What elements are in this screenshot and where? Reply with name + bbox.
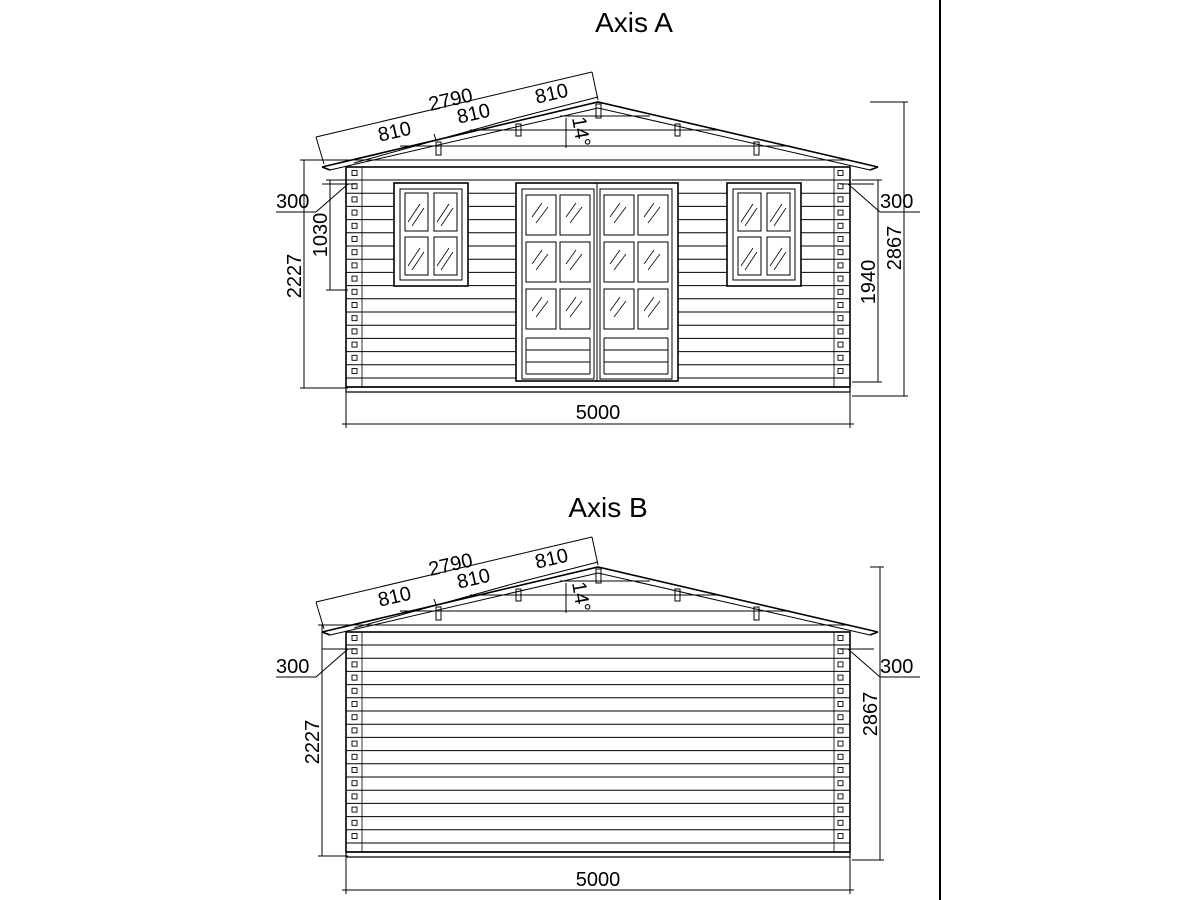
- double-door: [516, 183, 678, 381]
- log-end: [838, 820, 843, 825]
- log-end: [352, 223, 357, 228]
- log-end: [352, 369, 357, 374]
- door-glass-pane: [604, 195, 634, 235]
- log-end: [838, 329, 843, 334]
- door-glass-pane: [526, 242, 556, 282]
- log-end: [352, 250, 357, 255]
- log-end: [352, 728, 357, 733]
- window-height-label: 1030: [310, 212, 332, 258]
- overhang-right-label: 300: [880, 656, 914, 678]
- log-end: [352, 768, 357, 773]
- log-end: [352, 171, 357, 176]
- log-end: [838, 834, 843, 839]
- title-axis-a: Axis A: [595, 7, 673, 38]
- log-end: [838, 197, 843, 202]
- rafter-segment-label: 810: [532, 544, 571, 574]
- log-end: [838, 754, 843, 759]
- width-label: 5000: [575, 402, 621, 424]
- log-end: [838, 807, 843, 812]
- log-end: [838, 355, 843, 360]
- window-left: [394, 183, 468, 286]
- log-end: [352, 675, 357, 680]
- rafter-segment-label: 810: [532, 79, 571, 109]
- door-glass-pane: [526, 195, 556, 235]
- door-glass-pane: [560, 242, 590, 282]
- log-end: [352, 688, 357, 693]
- log-end: [838, 794, 843, 799]
- log-end: [838, 171, 843, 176]
- log-end: [838, 636, 843, 641]
- log-end: [838, 702, 843, 707]
- log-end: [838, 237, 843, 242]
- overhang-left-label: 300: [276, 656, 310, 678]
- door-glass-pane: [604, 242, 634, 282]
- roof-angle-label: 14°: [567, 115, 594, 149]
- log-end: [352, 355, 357, 360]
- wall-height-label: 2227: [284, 253, 306, 299]
- log-end: [352, 781, 357, 786]
- log-end: [352, 807, 357, 812]
- log-end: [838, 263, 843, 268]
- log-end: [352, 276, 357, 281]
- rafter-segment-label: 810: [375, 582, 414, 612]
- log-end: [352, 834, 357, 839]
- rafter-segment-label: 810: [454, 564, 493, 594]
- log-end: [838, 289, 843, 294]
- roof-angle-label: 14°: [567, 580, 594, 614]
- log-end: [838, 688, 843, 693]
- right-dimensions-axis-a: [840, 102, 920, 396]
- log-end: [838, 781, 843, 786]
- door-glass-pane: [638, 242, 668, 282]
- log-end: [838, 728, 843, 733]
- rafter-segment-label: 810: [375, 117, 414, 147]
- wall-height-label: 2227: [302, 719, 324, 765]
- log-end: [838, 675, 843, 680]
- log-end: [352, 754, 357, 759]
- log-end: [352, 316, 357, 321]
- log-end: [838, 303, 843, 308]
- total-height-label: 2867: [884, 225, 906, 271]
- log-end: [352, 741, 357, 746]
- door-glass-pane: [604, 289, 634, 329]
- door-glass-pane: [560, 289, 590, 329]
- log-end: [352, 342, 357, 347]
- log-end: [352, 210, 357, 215]
- window-right: [727, 183, 801, 286]
- door-glass-pane: [560, 195, 590, 235]
- log-end: [838, 741, 843, 746]
- log-end: [838, 768, 843, 773]
- log-end: [838, 210, 843, 215]
- log-end: [352, 702, 357, 707]
- log-end: [352, 197, 357, 202]
- log-end: [352, 636, 357, 641]
- rafter-segment-label: 810: [454, 99, 493, 129]
- log-end: [352, 715, 357, 720]
- log-end: [352, 662, 357, 667]
- log-end: [838, 250, 843, 255]
- overhang-left-label: 300: [276, 191, 310, 213]
- log-end: [352, 794, 357, 799]
- log-end: [838, 715, 843, 720]
- rafter-total-label: 2790: [426, 84, 475, 116]
- log-end: [352, 303, 357, 308]
- rafter-total-label: 2790: [426, 549, 475, 581]
- log-end: [838, 342, 843, 347]
- title-axis-b: Axis B: [568, 492, 648, 523]
- log-end: [838, 662, 843, 667]
- elevation-axis-b: [276, 492, 920, 894]
- log-end: [838, 369, 843, 374]
- log-end: [838, 316, 843, 321]
- door-glass-pane: [526, 289, 556, 329]
- total-height-label: 2867: [860, 691, 882, 737]
- door-glass-pane: [638, 289, 668, 329]
- elevation-axis-a: [276, 7, 920, 428]
- overhang-right-label: 300: [880, 191, 914, 213]
- width-label: 5000: [575, 869, 621, 891]
- log-end: [838, 223, 843, 228]
- log-end: [352, 820, 357, 825]
- log-end: [352, 329, 357, 334]
- door-glass-pane: [638, 195, 668, 235]
- log-end: [352, 289, 357, 294]
- log-end: [352, 237, 357, 242]
- door-height-label: 1940: [858, 259, 880, 305]
- wall-axis-b: [346, 632, 850, 857]
- log-end: [838, 276, 843, 281]
- log-end: [352, 263, 357, 268]
